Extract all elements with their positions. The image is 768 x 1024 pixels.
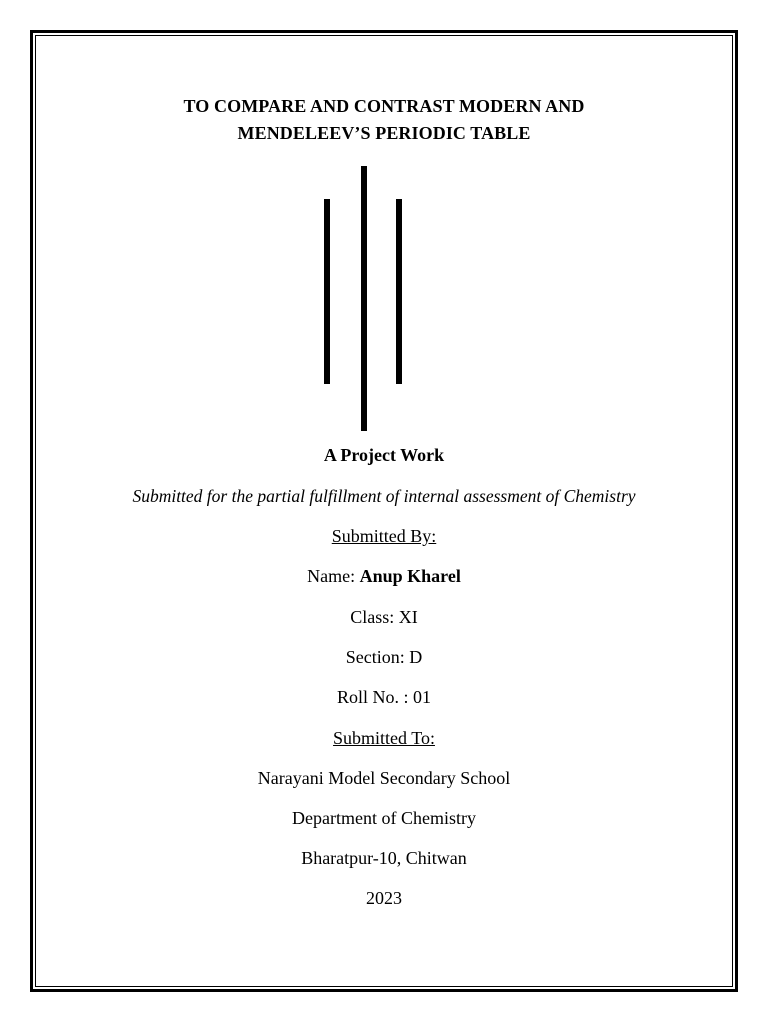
document-title bbox=[40, 93, 728, 147]
submitted-by-heading bbox=[40, 525, 728, 547]
decorative-bar-left bbox=[324, 199, 330, 384]
title-line-2: MENDELEEV’S PERIODIC TABLE bbox=[237, 123, 531, 143]
recipient-address: Bharatpur-10, Chitwan bbox=[301, 848, 467, 868]
name-value: Anup Kharel bbox=[359, 566, 461, 586]
title-line-1: TO COMPARE AND CONTRAST MODERN AND bbox=[183, 96, 585, 116]
submitted-to-heading bbox=[40, 727, 728, 749]
project-label: A Project Work bbox=[323, 445, 445, 465]
name-label: Name: bbox=[307, 566, 360, 586]
decorative-bar-center bbox=[361, 166, 367, 431]
student-section: Section: D bbox=[345, 647, 423, 667]
submitted-by-label: Submitted By: bbox=[331, 526, 437, 546]
recipient-department: Department of Chemistry bbox=[292, 808, 476, 828]
student-name bbox=[40, 565, 728, 587]
recipient-school: Narayani Model Secondary School bbox=[257, 768, 511, 788]
decorative-bar-right bbox=[396, 199, 402, 384]
submitted-for-text: Submitted for the partial fulfillment of internal assessment of Chemistry bbox=[132, 486, 636, 506]
student-roll: Roll No. : 01 bbox=[336, 687, 431, 707]
submitted-to-label: Submitted To: bbox=[333, 728, 435, 748]
submission-year: 2023 bbox=[366, 888, 402, 908]
student-class: Class: XI bbox=[350, 607, 418, 627]
page-border-inner bbox=[35, 35, 733, 987]
